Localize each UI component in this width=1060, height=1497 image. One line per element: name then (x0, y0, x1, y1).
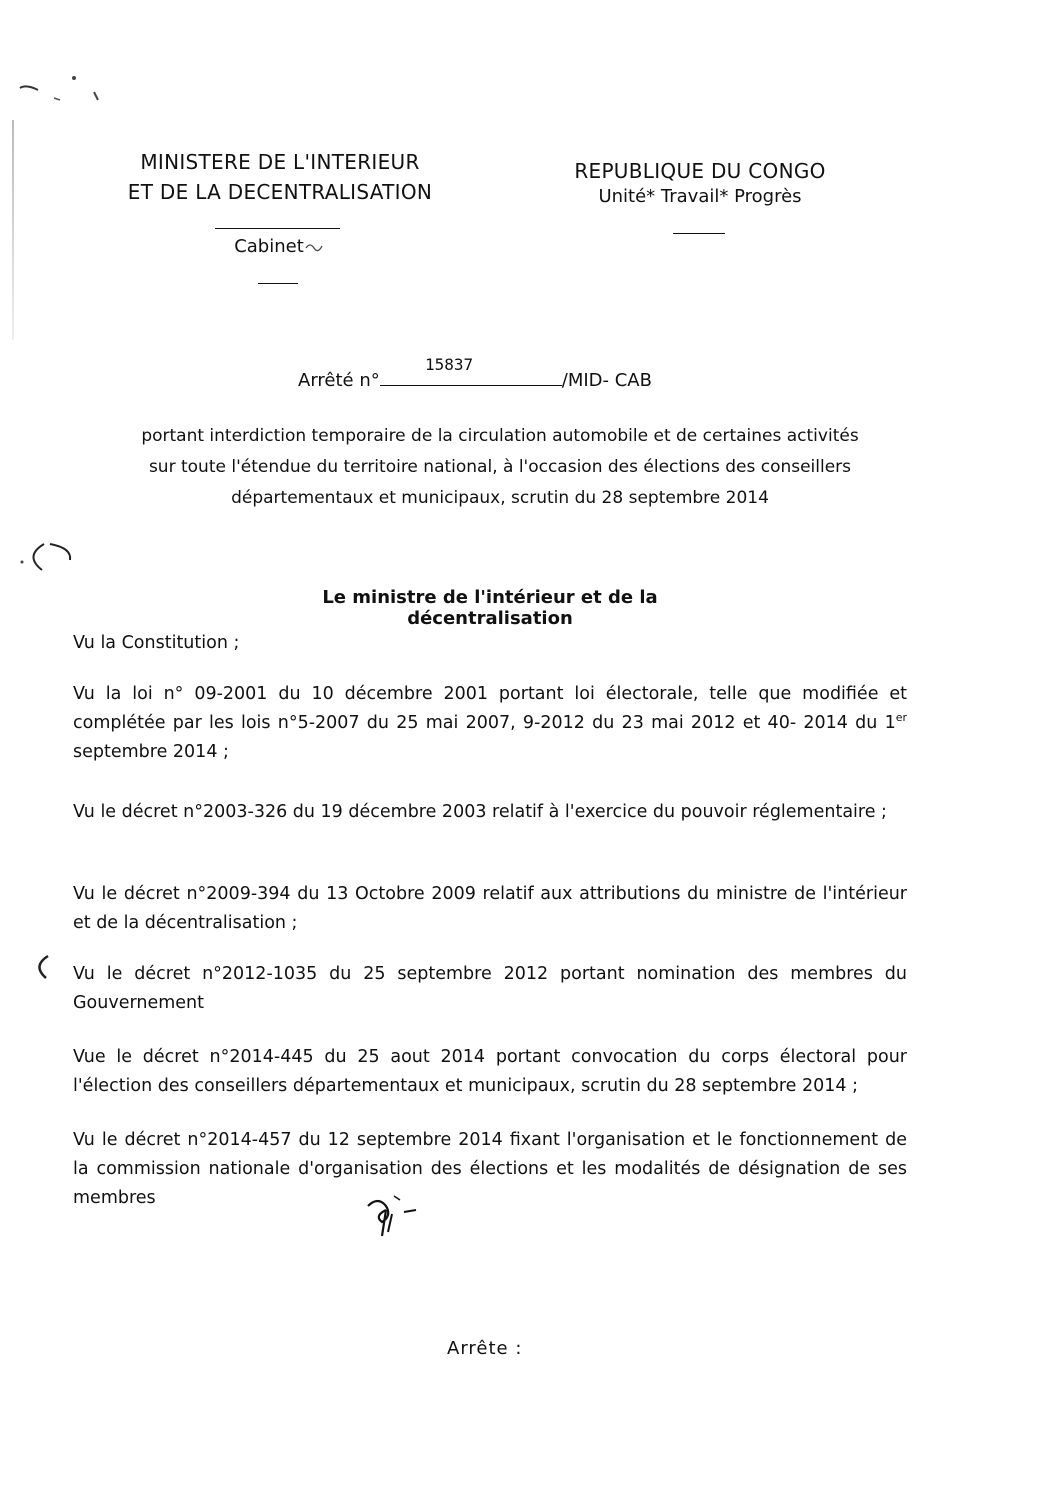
bracket-mark (26, 952, 56, 982)
consideration-decree-2009: Vu le décret n°2009-394 du 13 Octobre 2009 relatif aux attributions du ministre de l'intérieur et de la décentralisation ; (73, 884, 907, 933)
consideration-decree-2012: Vu le décret n°2012-1035 du 25 septembre 2012 portant nomination des membres du Gouvernement (73, 964, 907, 1013)
decree-reference: Arrêté n° /MID- CAB (298, 370, 652, 391)
cabinet-label: Cabinet (230, 236, 330, 257)
handwritten-initials (364, 1192, 424, 1240)
consideration-constitution: Vu la Constitution ; (73, 633, 240, 653)
consideration-decree-2014-457: Vu le décret n°2014-457 du 12 septembre 2014 fixant l'organisation et le fonctionnement de la commission nationale d'organisation des élections et les modalités de désignation de ses membres (73, 1130, 907, 1208)
cabinet-divider (258, 283, 298, 284)
consideration-decree-2014-445: Vue le décret n°2014-445 du 25 aout 2014 portant convocation du corps électoral pour l'élection des conseillers départementaux et municipaux, scrutin du 28 septembre 2014 ; (73, 1047, 907, 1096)
decree-subject: portant interdiction temporaire de la circulation automobile et de certaines activités sur toute l'étendue du territoire national, à l'occasion des élections des conseillers départementaux et municipaux, scrutin du 28 septembre 2014 (141, 426, 859, 508)
consideration-electoral-law: Vu la loi n° 09-2001 du 10 décembre 2001 portant loi électorale, telle que modifiée et complétée par les lois n°5-2007 du 25 mai 2007, 9-2012 du 23 mai 2012 et 40- 2014 du 1er septembre 2014 ; (73, 684, 907, 762)
cabinet-scribble-mark (304, 240, 326, 254)
decree-number-blank (380, 371, 562, 386)
ministry-name (100, 147, 460, 207)
scan-artifact-top (14, 70, 104, 120)
national-motto: Unité* Travail* Progrès (598, 186, 802, 207)
consideration-decree-2003: Vu le décret n°2003-326 du 19 décembre 2003 relatif à l'exercice du pouvoir réglementaire ; (73, 802, 887, 822)
ministry-line-1: MINISTERE DE L'INTERIEUR (140, 150, 420, 174)
closing-arrete: Arrête : (447, 1338, 523, 1359)
ministry-divider (215, 228, 340, 229)
republic-divider (673, 233, 725, 234)
decree-number-handwritten: 15837 (425, 355, 474, 374)
hole-punch-mark (14, 538, 84, 578)
republic-name: REPUBLIQUE DU CONGO (574, 159, 826, 183)
authority-heading: Le ministre de l'intérieur et de la décentralisation (322, 587, 658, 629)
ministry-line-2: ET DE LA DECENTRALISATION (127, 180, 433, 204)
scan-edge-line (12, 120, 14, 340)
